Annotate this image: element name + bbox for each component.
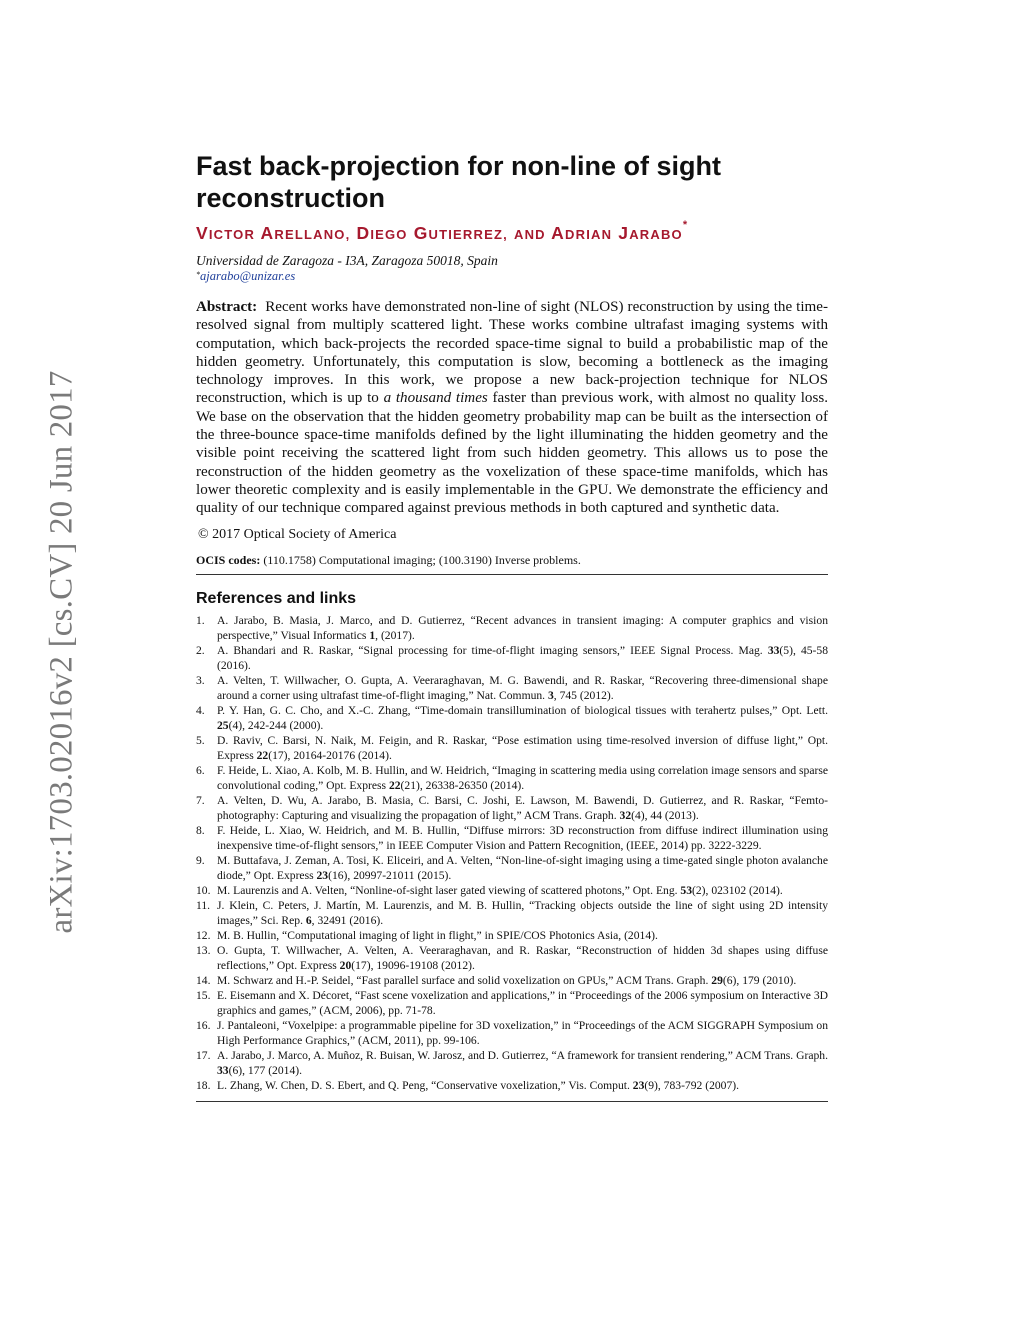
reference-number: 9. — [196, 853, 205, 867]
reference-segment: A. Velten, D. Wu, A. Jarabo, B. Masia, C. Barsi, C. Joshi, E. Lawson, M. Bawendi, D. Gutierrez, and R. Raskar, “Femto-photography: Capturing and visualizing the propagation of light,” ACM Trans. Graph. — [217, 793, 828, 822]
reference-volume: 1 — [369, 628, 376, 642]
reference-segment: M. Laurenzis and A. Velten, “Nonline-of-sight laser gated viewing of scattered photons,” Opt. Eng. — [217, 883, 681, 897]
reference-text — [217, 883, 828, 898]
reference-volume: 33 — [217, 1063, 229, 1077]
reference-volume: 53 — [680, 883, 693, 897]
reference-segment: A. Bhandari and R. Raskar, “Signal processing for time-of-flight imaging sensors,” IEEE Signal Process. Mag. — [217, 643, 768, 657]
reference-item — [196, 1048, 828, 1078]
reference-number: 13. — [196, 943, 211, 957]
abstract-emphasis: a thousand times — [383, 390, 488, 407]
arxiv-identifier-stamp: arXiv:1703.02016v2 [cs.CV] 20 Jun 2017 — [43, 370, 80, 934]
reference-segment: P. Y. Han, G. C. Cho, and X.-C. Zhang, “Time-domain transillumination of biological tissues with terahertz pulses,” Opt. Lett. — [217, 703, 828, 717]
reference-segment: , (2017). — [375, 628, 415, 642]
reference-segment: (17), 20164-20176 (2014). — [268, 748, 392, 762]
author-line — [196, 219, 828, 244]
reference-volume: 20 — [339, 958, 352, 972]
abstract-label: Abstract: — [196, 299, 258, 315]
reference-segment: , 32491 (2016). — [311, 913, 384, 927]
reference-text — [217, 643, 828, 673]
reference-text — [217, 943, 828, 973]
reference-number: 8. — [196, 823, 205, 837]
reference-item — [196, 613, 828, 643]
reference-text — [217, 613, 828, 643]
reference-item — [196, 988, 828, 1018]
reference-segment: F. Heide, L. Xiao, A. Kolb, M. B. Hullin, and W. Heidrich, “Imaging in scattering media using correlation image sensors and sparse convolutional coding,” Opt. Express — [217, 763, 828, 792]
reference-number: 11. — [196, 898, 211, 912]
reference-number: 6. — [196, 763, 205, 777]
abstract-text-part2: faster than previous work, with almost no quality loss. We base on the observation that the hidden geometry probability map can be built as the intersection of the three-bounce space-time manifolds defined by the light illuminating the hidden geometry and the visible point receiving the scattered light from such hidden geometry. This allows us to pose the reconstruction of the hidden geometry as the voxelization of these space-time manifolds, which has lower theoretic complexity and is easily implementable in the GPU. We demonstrate the efficiency and quality of our technique compared against previous methods in both captured and synthetic data. — [196, 390, 828, 517]
reference-number: 16. — [196, 1018, 211, 1032]
reference-segment: E. Eisemann and X. Décoret, “Fast scene voxelization and applications,” in “Proceedings of the 2006 symposium on Interactive 3D graphics and games,” (ACM, 2006), pp. 71-78. — [217, 988, 828, 1017]
email-mark: * — [196, 270, 200, 279]
reference-item — [196, 733, 828, 763]
reference-segment: D. Raviv, C. Barsi, N. Naik, M. Feigin, and R. Raskar, “Pose estimation using time-resolved inversion of diffuse light,” Opt. Express — [217, 733, 828, 762]
reference-segment: F. Heide, L. Xiao, W. Heidrich, and M. B. Hullin, “Diffuse mirrors: 3D reconstruction from diffuse indirect illumination using inexpensive time-of-flight sensors,” in IEEE Computer Vision and Pattern Recognition, (IEEE, 2014) pp. 3222-3229. — [217, 823, 828, 852]
abstract-text-part1: Recent works have demonstrated non-line of sight (NLOS) reconstruction by using the time-resolved signal from multiply scattered light. These works combine ultrafast imaging systems with computation, which back-projects the recorded space-time signal to build a probabilistic map of the hidden geometry. Unfortunately, this computation is slow, becoming a bottleneck as the imaging technology improves. In this work, we propose a new back-projection technique for NLOS reconstruction, which is up to — [196, 299, 828, 407]
reference-item — [196, 703, 828, 733]
author-names: VICTOR ARELLANO, DIEGO GUTIERREZ, AND ADRIAN JARABO — [196, 223, 683, 243]
abstract — [196, 298, 828, 518]
reference-segment: (2), 023102 (2014). — [692, 883, 783, 897]
reference-segment: J. Pantaleoni, “Voxelpipe: a programmable pipeline for 3D voxelization,” in “Proceedings of the ACM SIGGRAPH Symposium on High Performance Graphics,” (ACM, 2011), pp. 99-106. — [217, 1018, 828, 1047]
reference-segment: M. B. Hullin, “Computational imaging of light in flight,” in SPIE/COS Photonics Asia, (2014). — [217, 928, 658, 942]
email-line — [196, 269, 828, 284]
reference-text — [217, 1078, 828, 1093]
references-heading: References and links — [196, 589, 357, 607]
reference-number: 3. — [196, 673, 205, 687]
reference-item — [196, 1078, 828, 1093]
reference-segment: M. Buttafava, J. Zeman, A. Tosi, K. Eliceiri, and A. Velten, “Non-line-of-sight imaging using a time-gated single photon avalanche diode,” Opt. Express — [217, 853, 828, 882]
reference-text — [217, 1048, 828, 1078]
reference-item — [196, 1018, 828, 1048]
reference-segment: (16), 20997-21011 (2015). — [328, 868, 452, 882]
reference-text — [217, 853, 828, 883]
paper-first-page — [196, 150, 828, 1102]
reference-volume: 32 — [619, 808, 632, 822]
reference-number: 2. — [196, 643, 205, 657]
corresponding-author-mark: * — [682, 219, 688, 231]
reference-segment: , 745 (2012). — [553, 688, 614, 702]
reference-number: 7. — [196, 793, 205, 807]
reference-text — [217, 763, 828, 793]
author-email-link[interactable]: ajarabo@unizar.es — [200, 269, 296, 283]
section-divider-top — [196, 574, 828, 575]
reference-item — [196, 898, 828, 928]
reference-volume: 6 — [305, 913, 312, 927]
reference-text — [217, 1018, 828, 1048]
reference-item — [196, 883, 828, 898]
reference-list — [196, 613, 828, 1093]
reference-segment: A. Jarabo, J. Marco, A. Muñoz, R. Buisan, W. Jarosz, and D. Gutierrez, “A framework for transient rendering,” ACM Trans. Graph. — [217, 1048, 828, 1062]
ocis-codes — [196, 553, 828, 568]
reference-text — [217, 973, 828, 988]
reference-segment: (21), 26338-26350 (2014). — [400, 778, 525, 792]
reference-segment: (6), 177 (2014). — [228, 1063, 303, 1077]
reference-segment: (5), 45-58 (2016). — [217, 643, 828, 672]
affiliation: Universidad de Zaragoza - I3A, Zaragoza 50018, Spain — [196, 253, 498, 268]
reference-item — [196, 853, 828, 883]
reference-item — [196, 793, 828, 823]
section-divider-bottom — [196, 1101, 828, 1102]
reference-segment: (9), 783-792 (2007). — [644, 1078, 740, 1092]
reference-volume: 25 — [217, 718, 229, 732]
reference-segment: J. Klein, C. Peters, J. Martín, M. Laurenzis, and M. B. Hullin, “Tracking objects outside the line of sight using 2D intensity images,” Sci. Rep. — [217, 898, 828, 927]
reference-segment: L. Zhang, W. Chen, D. S. Ebert, and Q. Peng, “Conservative voxelization,” Vis. Comput. — [217, 1078, 633, 1092]
reference-segment: A. Velten, T. Willwacher, O. Gupta, A. Veeraraghavan, M. G. Bawendi, and R. Raskar, “Recovering three-dimensional shape around a corner using ultrafast time-of-flight imaging,” Nat. Commun. — [217, 673, 828, 702]
reference-number: 5. — [196, 733, 205, 747]
reference-text — [217, 673, 828, 703]
reference-segment: (4), 44 (2013). — [631, 808, 699, 822]
reference-text — [217, 733, 828, 763]
reference-segment: M. Schwarz and H.-P. Seidel, “Fast parallel surface and solid voxelization on GPUs,” ACM Trans. Graph. — [217, 973, 712, 987]
reference-item — [196, 823, 828, 853]
ocis-label: OCIS codes: — [196, 552, 261, 567]
reference-item — [196, 763, 828, 793]
reference-volume: 22 — [388, 778, 401, 792]
reference-item — [196, 973, 828, 988]
reference-number: 10. — [196, 883, 211, 897]
reference-number: 1. — [196, 613, 205, 627]
reference-text — [217, 928, 828, 943]
reference-item — [196, 928, 828, 943]
reference-number: 15. — [196, 988, 211, 1002]
reference-item — [196, 943, 828, 973]
reference-segment: A. Jarabo, B. Masia, J. Marco, and D. Gutierrez, “Recent advances in transient imaging: A computer graphics and vision perspective,” Visual Informatics — [217, 613, 828, 642]
reference-number: 14. — [196, 973, 211, 987]
reference-volume: 29 — [711, 973, 723, 987]
reference-text — [217, 823, 828, 853]
copyright-notice: © 2017 Optical Society of America — [198, 526, 397, 542]
reference-text — [217, 898, 828, 928]
reference-volume: 33 — [767, 643, 780, 657]
paper-title: Fast back-projection for non-line of sight reconstruction — [196, 151, 722, 213]
reference-item — [196, 643, 828, 673]
reference-volume: 23 — [316, 868, 329, 882]
reference-volume: 23 — [632, 1078, 645, 1092]
reference-number: 17. — [196, 1048, 211, 1062]
ocis-text: (110.1758) Computational imaging; (100.3190) Inverse problems. — [263, 552, 581, 567]
reference-text — [217, 988, 828, 1018]
reference-number: 4. — [196, 703, 205, 717]
reference-segment: (4), 242-244 (2000). — [228, 718, 324, 732]
reference-text — [217, 703, 828, 733]
reference-segment: (17), 19096-19108 (2012). — [351, 958, 475, 972]
reference-number: 12. — [196, 928, 211, 942]
reference-text — [217, 793, 828, 823]
reference-segment: O. Gupta, T. Willwacher, A. Velten, A. Veeraraghavan, and R. Raskar, “Reconstruction of hidden 3d shapes using diffuse reflections,” Opt. Express — [217, 943, 828, 972]
reference-item — [196, 673, 828, 703]
reference-segment: (6), 179 (2010). — [722, 973, 797, 987]
reference-volume: 22 — [256, 748, 269, 762]
reference-number: 18. — [196, 1078, 211, 1092]
reference-volume: 3 — [547, 688, 554, 702]
